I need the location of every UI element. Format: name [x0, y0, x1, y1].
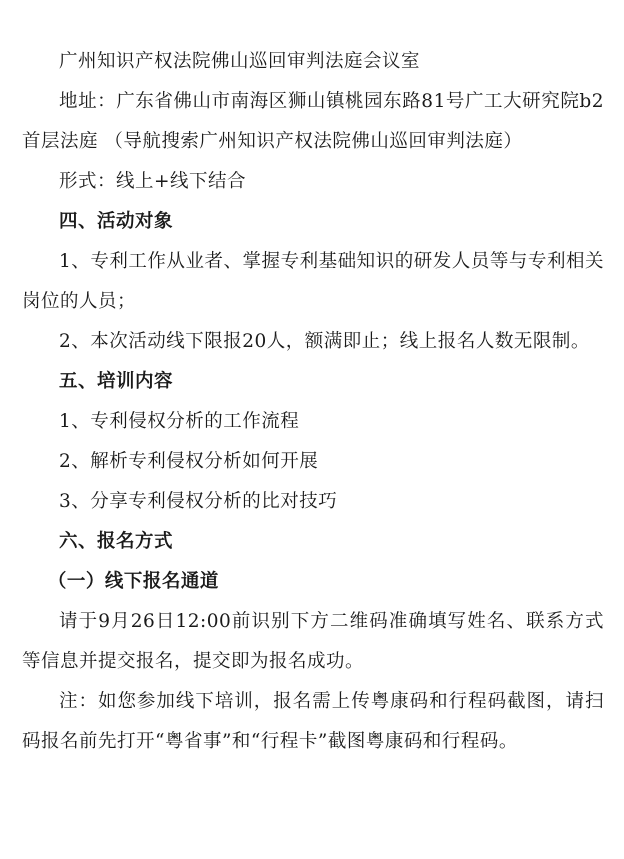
section-5-heading: 五、培训内容: [59, 371, 174, 392]
section-5-item-3: 3、分享专利侵权分析的比对技巧: [59, 491, 338, 512]
section-4-item-2: 2、本次活动线下限报20人，额满即止；线上报名人数无限制。: [59, 331, 590, 352]
venue-address: 地址：广东省佛山市南海区狮山镇桃园东路81号广工大研究院b2首层法庭 （导航搜索广州知识产权法院佛山巡回审判法庭）: [22, 91, 604, 152]
venue-name: 广州知识产权法院佛山巡回审判法庭会议室: [59, 51, 421, 72]
offline-registration-heading: （一）线下报名通道: [47, 571, 219, 592]
section-5-item-2: 2、解析专利侵权分析如何开展: [59, 451, 319, 472]
section-6-heading: 六、报名方式: [59, 531, 174, 552]
registration-instruction: 请于9月26日12:00前识别下方二维码准确填写姓名、联系方式等信息并提交报名，提交即为报名成功。: [22, 611, 604, 672]
section-4-item-1: 1、专利工作从业者、掌握专利基础知识的研发人员等与专利相关岗位的人员；: [22, 251, 604, 312]
document-body: [22, 42, 604, 762]
event-format: 形式：线上+线下结合: [59, 171, 247, 192]
registration-note: 注：如您参加线下培训，报名需上传粤康码和行程码截图，请扫码报名前先打开“粤省事”和“行程卡”截图粤康码和行程码。: [22, 691, 604, 752]
section-5-item-1: 1、专利侵权分析的工作流程: [59, 411, 300, 432]
section-4-heading: 四、活动对象: [59, 211, 174, 232]
